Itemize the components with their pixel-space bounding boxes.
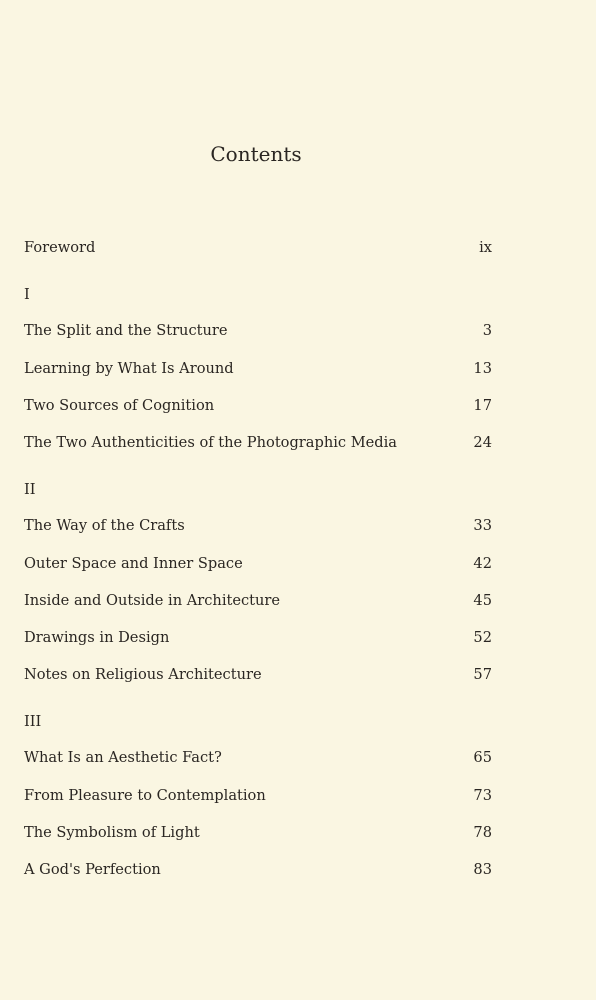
toc-entry[interactable] <box>24 784 492 808</box>
toc-entry-label: From Pleasure to Contemplation <box>24 787 266 804</box>
section-heading-3: III <box>24 713 42 730</box>
toc-entry-page-number: 73 <box>473 787 492 804</box>
toc-entry-label: Two Sources of Cognition <box>24 397 215 414</box>
section-heading-1: I <box>24 286 30 303</box>
toc-entry-page-number: 83 <box>473 861 492 878</box>
toc-entry-page-number: 33 <box>473 517 492 534</box>
toc-entry-page-number: 52 <box>473 629 492 646</box>
toc-entry-page-number: 65 <box>473 749 492 766</box>
toc-entry-label: The Split and the Structure <box>24 322 228 339</box>
toc-entry-label: A God's Perfection <box>24 861 161 878</box>
toc-entry-label: Learning by What Is Around <box>24 360 234 377</box>
toc-entry[interactable] <box>24 394 492 418</box>
toc-entry-page-number: 17 <box>473 397 492 414</box>
toc-entry[interactable] <box>24 858 492 882</box>
toc-entry-label: Inside and Outside in Architecture <box>24 592 281 609</box>
toc-entry-label: Notes on Religious Architecture <box>24 666 262 683</box>
toc-entry-label: The Way of the Crafts <box>24 517 185 534</box>
toc-entry[interactable] <box>24 626 492 650</box>
toc-entry[interactable] <box>24 663 492 687</box>
toc-entry-page-number: 13 <box>473 360 492 377</box>
toc-entry[interactable] <box>24 514 492 538</box>
toc-entry-label: Outer Space and Inner Space <box>24 555 243 572</box>
toc-entry[interactable] <box>24 431 492 455</box>
toc-entry-page-number: 3 <box>482 322 492 339</box>
toc-entry-page-number: 57 <box>473 666 492 683</box>
toc-entry-label: The Two Authenticities of the Photographic Media <box>24 434 397 451</box>
toc-entry-label: What Is an Aesthetic Fact? <box>24 749 222 766</box>
toc-entry[interactable] <box>24 319 492 343</box>
toc-entry-page-number: 78 <box>473 824 492 841</box>
toc-entry-page-number: 45 <box>473 592 492 609</box>
toc-entry[interactable] <box>24 552 492 576</box>
toc-entry-page-number: 24 <box>473 434 492 451</box>
section-heading-2: II <box>24 481 36 498</box>
toc-entry-page-number: 42 <box>473 555 492 572</box>
toc-entry-foreword[interactable] <box>24 236 492 260</box>
toc-entry-label: The Symbolism of Light <box>24 824 200 841</box>
toc-entry[interactable] <box>24 589 492 613</box>
toc-entry-page-number: ix <box>479 239 492 256</box>
toc-entry[interactable] <box>24 821 492 845</box>
toc-entry[interactable] <box>24 746 492 770</box>
page-title: Contents <box>210 142 302 166</box>
toc-entry[interactable] <box>24 357 492 381</box>
toc-entry-label: Drawings in Design <box>24 629 170 646</box>
toc-entry-label: Foreword <box>24 239 96 256</box>
